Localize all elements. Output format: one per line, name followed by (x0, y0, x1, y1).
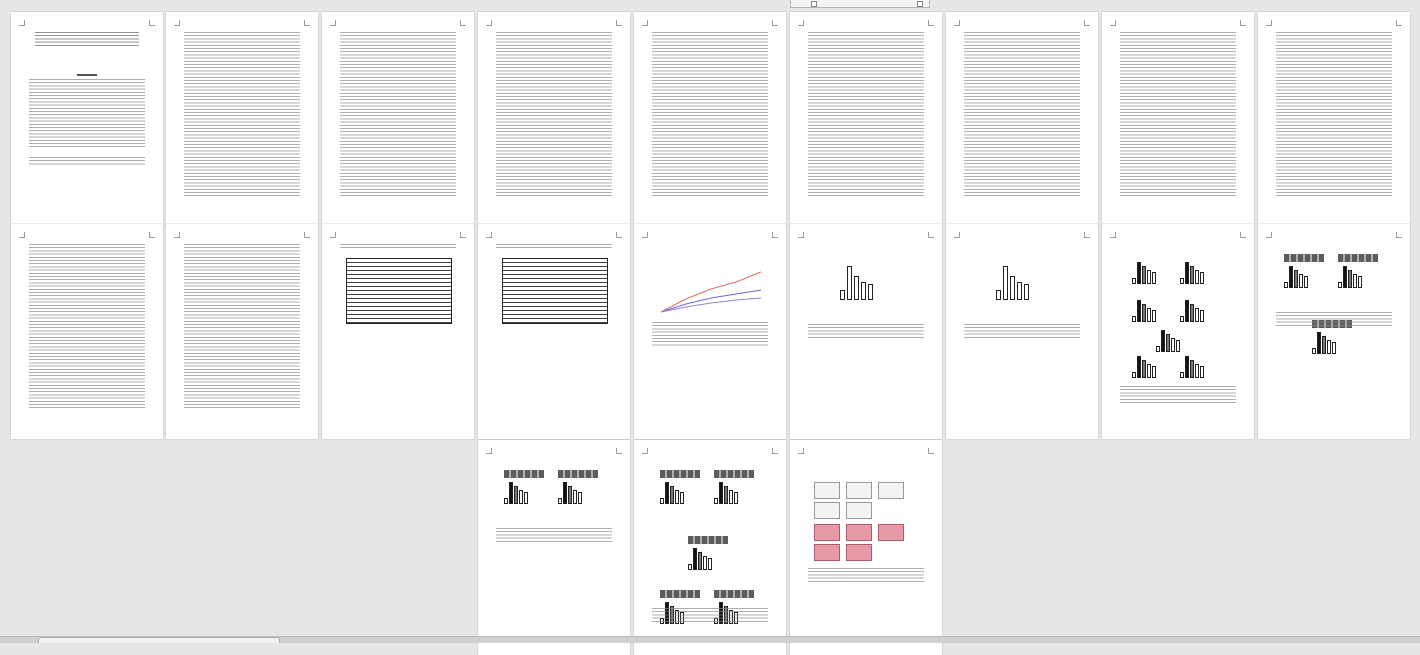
page-corner-mark (772, 232, 778, 238)
figure-bar (1171, 338, 1175, 352)
page-corner-mark (149, 232, 155, 238)
page-corner-mark (460, 20, 466, 26)
page-corner-mark (1266, 232, 1272, 238)
figure-panel (1284, 264, 1308, 288)
figure-bar (1200, 366, 1204, 378)
figure-bar (1185, 356, 1189, 378)
page-corner-mark (616, 232, 622, 238)
figure-bar (1317, 332, 1321, 354)
page-corner-mark (1266, 20, 1272, 26)
figure-bar (847, 266, 852, 300)
figure-caption (808, 568, 924, 582)
document-page[interactable] (322, 224, 474, 439)
figure-bar (1195, 308, 1199, 322)
figure-bar (1327, 340, 1331, 354)
figure-bar (1147, 364, 1151, 378)
figure-bar (558, 498, 562, 504)
body-text (29, 244, 145, 409)
figure-bar (724, 486, 728, 504)
page-corner-mark (954, 20, 960, 26)
figure-bar (1180, 278, 1184, 284)
figure-panel (558, 480, 582, 504)
figure-panel (1180, 298, 1204, 322)
page-corner-mark (798, 20, 804, 26)
figure-bar (719, 482, 723, 504)
figure-bar (1190, 266, 1194, 284)
figure-bar (1132, 278, 1136, 284)
document-page[interactable] (478, 224, 630, 439)
figure-bar (1003, 266, 1008, 300)
figure-bar (734, 492, 738, 504)
figure-bar (1358, 276, 1362, 288)
figure-caption (652, 322, 768, 346)
table-caption (340, 244, 456, 248)
page-corner-mark (928, 448, 934, 454)
figure-bar (504, 498, 508, 504)
figure-bar (861, 282, 866, 300)
figure-bar (578, 492, 582, 504)
figure-panel (1338, 264, 1362, 288)
figure-caption (496, 528, 612, 544)
figure-bar (1294, 270, 1298, 288)
figure-bar (868, 284, 873, 300)
figure-bar (714, 498, 718, 504)
page-corner-mark (304, 20, 310, 26)
document-page[interactable] (790, 12, 942, 227)
data-table (346, 258, 452, 324)
document-page[interactable] (790, 224, 942, 439)
figure-bar (1132, 372, 1136, 378)
figure-caption (652, 608, 768, 624)
figure-bar (1152, 366, 1156, 378)
page-corner-mark (1110, 20, 1116, 26)
figure-bar (1289, 266, 1293, 288)
figure-bar (1200, 272, 1204, 284)
figure-panel (1180, 260, 1204, 284)
document-page[interactable] (166, 12, 318, 227)
figure-bar (1284, 282, 1288, 288)
document-page[interactable] (322, 12, 474, 227)
western-blot (714, 590, 754, 598)
page-corner-mark (798, 232, 804, 238)
figure-bar (1185, 300, 1189, 322)
figure-bar (1343, 266, 1347, 288)
histology-image (814, 482, 840, 499)
figure-plot (996, 260, 1029, 300)
page-corner-mark (616, 20, 622, 26)
histology-image (814, 502, 840, 519)
body-text (1120, 32, 1236, 197)
body-text (184, 32, 300, 197)
page-corner-mark (1240, 232, 1246, 238)
western-blot (714, 470, 754, 478)
figure-bar (996, 290, 1001, 300)
figure-panel (1156, 328, 1180, 352)
page-corner-mark (772, 20, 778, 26)
document-page[interactable] (166, 224, 318, 439)
figure-bar (568, 486, 572, 504)
document-page[interactable] (634, 224, 786, 439)
histology-image (814, 524, 840, 541)
page-corner-mark (486, 232, 492, 238)
page-corner-mark (772, 448, 778, 454)
document-page[interactable] (1258, 224, 1410, 439)
figure-panel (1132, 260, 1156, 284)
figure-bar (1152, 310, 1156, 322)
ruler-right-indent-marker[interactable] (917, 1, 923, 7)
page-corner-mark (19, 20, 25, 26)
western-blot (660, 470, 700, 478)
figure-bar (1322, 336, 1326, 354)
figure-bar (1195, 364, 1199, 378)
figure-bar (573, 490, 577, 504)
western-blot (688, 536, 728, 544)
page-corner-mark (486, 448, 492, 454)
figure-caption (964, 324, 1080, 340)
figure-panel (1132, 354, 1156, 378)
figure-bar (1017, 282, 1022, 300)
figure-panel (504, 480, 528, 504)
figure-bar (1142, 266, 1146, 284)
figure-bar (1299, 274, 1303, 288)
figure-bar (675, 490, 679, 504)
figure-bar (1353, 274, 1357, 288)
page-corner-mark (149, 20, 155, 26)
title-lines (35, 32, 139, 48)
body-text (340, 32, 456, 197)
figure-panel (1132, 298, 1156, 322)
horizontal-ruler[interactable] (790, 0, 930, 8)
status-bar (0, 636, 1420, 643)
document-page[interactable] (1258, 12, 1410, 227)
page-corner-mark (19, 232, 25, 238)
page-corner-mark (1084, 232, 1090, 238)
figure-caption (808, 324, 924, 340)
figure-panel (1180, 354, 1204, 378)
body-text (652, 32, 768, 197)
body-text (184, 244, 300, 409)
page-corner-mark (798, 448, 804, 454)
histology-image (814, 544, 840, 561)
figure-bar (1304, 276, 1308, 288)
document-page[interactable] (790, 440, 942, 655)
page-corner-mark (460, 232, 466, 238)
figure-bar (563, 482, 567, 504)
figure-bar (698, 552, 702, 570)
figure-bar (1166, 334, 1170, 352)
page-corner-mark (642, 232, 648, 238)
figure-bar (1142, 360, 1146, 378)
figure-panel (660, 480, 684, 504)
figure-bar (1147, 308, 1151, 322)
document-tab[interactable] (38, 637, 280, 643)
figure-bar (729, 490, 733, 504)
body-text (808, 32, 924, 197)
histology-image (878, 524, 904, 541)
figure-bar (509, 482, 513, 504)
page-corner-mark (642, 448, 648, 454)
page-corner-mark (928, 20, 934, 26)
figure-bar (519, 490, 523, 504)
document-page[interactable] (634, 12, 786, 227)
keywords-text (29, 157, 145, 165)
body-text (1276, 32, 1392, 197)
figure-bar (1142, 304, 1146, 322)
histology-image (878, 482, 904, 499)
data-table (502, 258, 608, 324)
page-corner-mark (928, 232, 934, 238)
histology-image (846, 524, 872, 541)
figure-caption (1120, 386, 1236, 404)
document-page[interactable] (946, 12, 1098, 227)
figure-bar (688, 564, 692, 570)
figure-bar (1137, 356, 1141, 378)
page-corner-mark (304, 232, 310, 238)
line-chart (656, 254, 766, 314)
figure-bar (1200, 310, 1204, 322)
figure-bar (1024, 284, 1029, 300)
figure-bar (1147, 270, 1151, 284)
figure-bar (1338, 282, 1342, 288)
document-page[interactable] (478, 440, 630, 655)
figure-bar (1195, 270, 1199, 284)
figure-bar (1137, 262, 1141, 284)
page-corner-mark (642, 20, 648, 26)
page-corner-mark (174, 232, 180, 238)
page-corner-mark (1396, 232, 1402, 238)
figure-bar (1152, 272, 1156, 284)
figure-bar (693, 548, 697, 570)
figure-bar (514, 486, 518, 504)
figure-bar (524, 492, 528, 504)
page-corner-mark (1084, 20, 1090, 26)
page-corner-mark (1396, 20, 1402, 26)
page-corner-mark (954, 232, 960, 238)
figure-bar (1161, 330, 1165, 352)
figure-bar (1180, 316, 1184, 322)
abstract-text (29, 79, 145, 149)
western-blot (558, 470, 598, 478)
histology-image (846, 502, 872, 519)
figure-bar (854, 276, 859, 300)
western-blot (660, 590, 700, 598)
document-page[interactable] (11, 224, 163, 439)
page-corner-mark (330, 20, 336, 26)
series-line (661, 298, 761, 312)
page-corner-mark (616, 448, 622, 454)
document-page[interactable] (478, 12, 630, 227)
document-page[interactable] (946, 224, 1098, 439)
document-page[interactable] (634, 440, 786, 655)
figure-bar (1137, 300, 1141, 322)
page-corner-mark (330, 232, 336, 238)
figure-caption (1276, 312, 1392, 328)
western-blot (504, 470, 544, 478)
page-corner-mark (486, 20, 492, 26)
figure-bar (660, 498, 664, 504)
figure-bar (1312, 348, 1316, 354)
body-text (496, 32, 612, 197)
document-page[interactable] (1102, 224, 1254, 439)
figure-bar (708, 558, 712, 570)
figure-bar (1348, 270, 1352, 288)
figure-bar (1176, 340, 1180, 352)
western-blot (1284, 254, 1324, 262)
figure-panel (688, 546, 712, 570)
histology-image (846, 482, 872, 499)
figure-bar (670, 486, 674, 504)
page-corner-mark (1240, 20, 1246, 26)
figure-bar (1180, 372, 1184, 378)
figure-bar (703, 556, 707, 570)
figure-panel (1312, 330, 1336, 354)
figure-bar (1156, 346, 1160, 352)
histology-image (846, 544, 872, 561)
body-text (964, 32, 1080, 197)
western-blot (1338, 254, 1378, 262)
document-page[interactable] (1102, 12, 1254, 227)
figure-plot (840, 260, 873, 300)
document-page[interactable] (11, 12, 163, 227)
figure-bar (1132, 316, 1136, 322)
figure-bar (840, 290, 845, 300)
figure-bar (680, 492, 684, 504)
figure-bar (1190, 360, 1194, 378)
page-corner-mark (174, 20, 180, 26)
abstract-heading (77, 74, 97, 76)
ruler-left-indent-marker[interactable] (811, 1, 817, 7)
figure-bar (1332, 342, 1336, 354)
figure-bar (1190, 304, 1194, 322)
page-corner-mark (1110, 232, 1116, 238)
table-caption (496, 244, 612, 248)
figure-panel (714, 480, 738, 504)
figure-bar (665, 482, 669, 504)
figure-bar (1010, 276, 1015, 300)
figure-bar (1185, 262, 1189, 284)
